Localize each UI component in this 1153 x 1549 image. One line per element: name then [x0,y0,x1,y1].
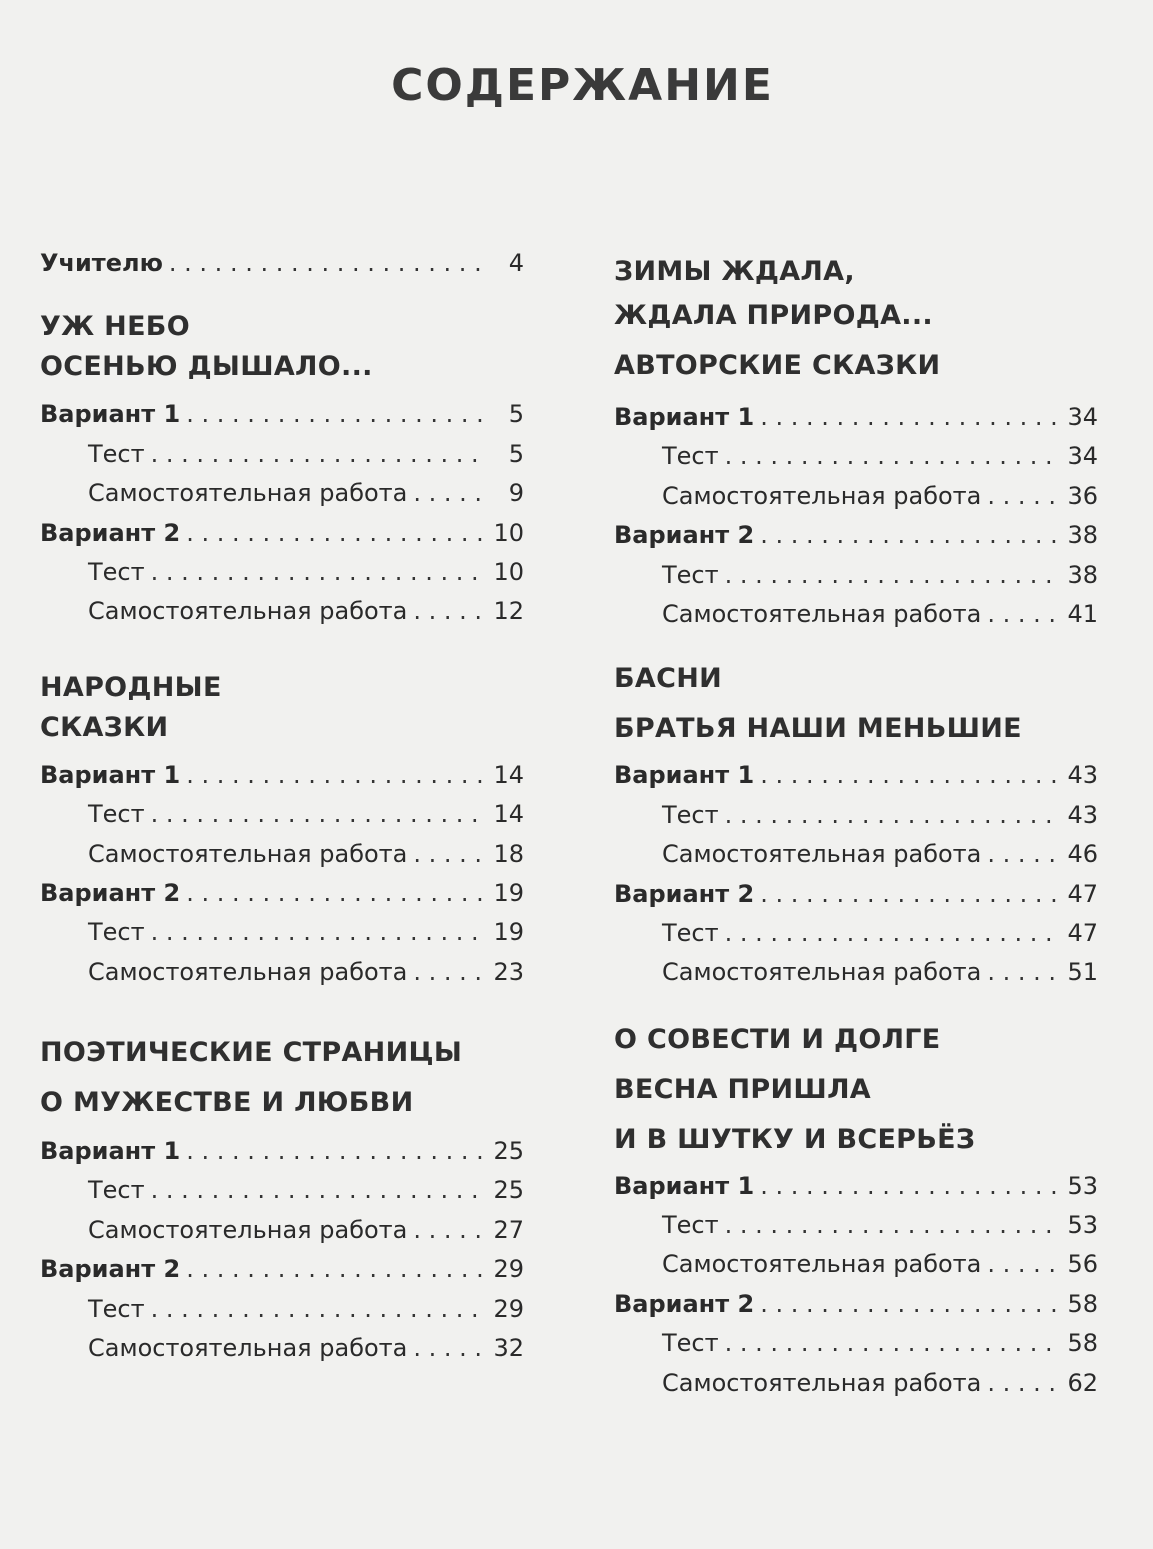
section-heading-line: АВТОРСКИЕ СКАЗКИ [614,350,941,381]
section-heading [614,1015,1098,1165]
toc-entry-page: 51 [1067,958,1098,987]
toc-entry-variant[interactable] [614,1285,1098,1324]
dot-leader [760,875,1056,914]
toc-entry-test[interactable] [40,795,524,834]
dot-leader [186,874,482,913]
toc-entry-page: 34 [1067,442,1098,471]
toc-entry-test[interactable] [614,1206,1098,1245]
toc-entry-page: 56 [1067,1250,1098,1279]
toc-entry-label: Тест [88,1176,145,1205]
dot-leader [151,553,482,592]
toc-right-column [614,250,1098,1403]
toc-entry-test[interactable] [614,556,1098,595]
dot-leader [151,1290,482,1329]
toc-entry-variant[interactable] [614,875,1098,914]
toc-entry-label: Самостоятельная работа [88,957,408,986]
toc-entry-variant[interactable] [40,1132,524,1171]
toc-entry-label: Вариант 1 [40,1137,181,1166]
toc-entry-label: Вариант 2 [40,518,181,547]
toc-entry-label: Самостоятельная работа [88,479,408,508]
dot-leader [151,913,482,952]
dot-leader [987,953,1056,992]
toc-entry-label: Самостоятельная работа [662,481,982,510]
toc-entry-variant[interactable] [614,398,1098,437]
toc-entry-independent-work[interactable] [614,835,1098,874]
toc-left-column [40,244,524,1368]
toc-entry-page: 53 [1067,1171,1098,1200]
toc-entry-page: 58 [1067,1289,1098,1318]
toc-entry-label: Тест [662,442,719,471]
toc-entry-independent-work[interactable] [40,592,524,631]
section-heading-line: УЖ НЕБО [40,311,190,343]
toc-entry-label: Самостоятельная работа [662,599,982,628]
toc-entry-independent-work[interactable] [614,953,1098,992]
toc-entry-label: Тест [662,1211,719,1240]
toc-entry-label: Тест [662,560,719,589]
section-heading [40,668,524,748]
toc-entry-page: 25 [493,1176,524,1205]
toc-entry-page: 46 [1067,840,1098,869]
dot-leader [413,474,482,513]
dot-leader [725,437,1056,476]
toc-entry-label: Самостоятельная работа [662,1250,982,1279]
toc-entry-page: 47 [1067,879,1098,908]
toc-entry-test[interactable] [614,796,1098,835]
dot-leader [725,556,1056,595]
toc-entry-independent-work[interactable] [40,835,524,874]
toc-entry-page: 19 [493,918,524,947]
toc-entry-label: Самостоятельная работа [88,1215,408,1244]
toc-entry-page: 27 [493,1215,524,1244]
dot-leader [725,914,1056,953]
dot-leader [987,595,1056,634]
dot-leader [413,1329,482,1368]
dot-leader [186,1250,482,1289]
dot-leader [413,953,482,992]
toc-entry-test[interactable] [40,913,524,952]
toc-entry-page: 38 [1067,521,1098,550]
section-heading [614,250,1098,394]
toc-entry-variant[interactable] [614,756,1098,795]
toc-entry-label: Вариант 2 [614,879,755,908]
dot-leader [760,1285,1056,1324]
section-heading-line: ОСЕНЬЮ ДЫШАЛО... [40,351,373,383]
section-heading [40,307,524,387]
toc-entry-label: Тест [88,800,145,829]
toc-entry-variant[interactable] [40,1250,524,1289]
toc-entry-label: Тест [662,918,719,947]
toc-entry-variant[interactable] [614,1167,1098,1206]
dot-leader [186,1132,482,1171]
toc-entry-label: Вариант 1 [40,400,181,429]
section-heading [614,654,1098,754]
toc-entry-label: Самостоятельная работа [662,1368,982,1397]
toc-entry-label: Вариант 1 [40,760,181,789]
toc-entry-test[interactable] [40,1290,524,1329]
toc-entry-variant[interactable] [614,516,1098,555]
toc-entry-variant[interactable] [40,874,524,913]
section-heading-line: ЗИМЫ ЖДАЛА, [614,256,855,287]
toc-entry-label: Самостоятельная работа [88,1334,408,1363]
dot-leader [987,1364,1056,1403]
toc-entry-label: Учителю [40,249,163,277]
toc-entry-page: 5 [508,439,524,468]
toc-entry-page: 36 [1067,481,1098,510]
toc-entry-page: 62 [1067,1368,1098,1397]
toc-entry-teacher[interactable] [40,244,524,283]
dot-leader [413,1211,482,1250]
dot-leader [413,592,482,631]
toc-entry-label: Тест [88,557,145,586]
dot-leader [760,398,1056,437]
section-heading-line: ПОЭТИЧЕСКИЕ СТРАНИЦЫ [40,1037,463,1069]
toc-entry-independent-work[interactable] [40,474,524,513]
toc-entry-label: Тест [88,1294,145,1323]
toc-entry-test[interactable] [614,437,1098,476]
dot-leader [413,835,482,874]
toc-entry-test[interactable] [40,435,524,474]
toc-entry-variant[interactable] [40,514,524,553]
toc-entry-label: Вариант 1 [614,403,755,431]
section-heading-line: НАРОДНЫЕ [40,671,222,703]
toc-entry-page: 43 [1067,800,1098,829]
toc-entry-page: 32 [493,1334,524,1363]
toc-entry-variant[interactable] [40,395,524,434]
dot-leader [725,1324,1056,1363]
dot-leader [186,395,482,434]
toc-entry-page: 47 [1067,918,1098,947]
section-heading-line: ВЕСНА ПРИШЛА [614,1073,871,1105]
toc-entry-label: Вариант 1 [614,1171,755,1200]
toc-entry-page: 29 [493,1255,524,1284]
toc-entry-test[interactable] [40,553,524,592]
toc-entry-label: Вариант 2 [614,1289,755,1318]
toc-entry-page: 53 [1067,1211,1098,1240]
toc-entry-label: Самостоятельная работа [88,839,408,868]
section-heading-line: СКАЗКИ [40,711,169,743]
toc-entry-page: 34 [1067,403,1098,431]
toc-entry-independent-work[interactable] [40,1329,524,1368]
dot-leader [151,435,482,474]
toc-entry-page: 14 [493,800,524,829]
toc-entry-test[interactable] [614,1324,1098,1363]
dot-leader [169,244,482,283]
toc-entry-test[interactable] [614,914,1098,953]
section-heading-line: О МУЖЕСТВЕ И ЛЮБВИ [40,1087,414,1119]
toc-entry-page: 10 [493,557,524,586]
toc-entry-label: Вариант 2 [40,878,181,907]
toc-entry-test[interactable] [40,1171,524,1210]
dot-leader [760,1167,1056,1206]
toc-entry-independent-work[interactable] [614,595,1098,634]
dot-leader [151,795,482,834]
toc-entry-independent-work[interactable] [614,1364,1098,1403]
section-heading [40,1028,524,1128]
toc-entry-page: 23 [493,957,524,986]
toc-entry-page: 25 [493,1137,524,1166]
dot-leader [987,477,1056,516]
dot-leader [725,796,1056,835]
dot-leader [987,835,1056,874]
toc-entry-page: 4 [508,249,524,277]
toc-entry-page: 19 [493,878,524,907]
toc-entry-page: 29 [493,1294,524,1323]
dot-leader [725,1206,1056,1245]
page-title: СОДЕРЖАНИЕ [391,60,774,111]
toc-entry-independent-work[interactable] [40,953,524,992]
toc-entry-label: Самостоятельная работа [662,840,982,869]
toc-entry-label: Тест [88,439,145,468]
dot-leader [760,516,1056,555]
toc-entry-label: Самостоятельная работа [88,597,408,626]
toc-entry-label: Тест [88,918,145,947]
toc-entry-label: Вариант 2 [614,521,755,550]
toc-entry-page: 43 [1067,761,1098,790]
dot-leader [760,756,1056,795]
toc-entry-page: 9 [508,479,524,508]
toc-entry-page: 10 [493,518,524,547]
toc-entry-page: 41 [1067,599,1098,628]
section-heading-line: БАСНИ [614,663,722,695]
toc-entry-label: Тест [662,800,719,829]
dot-leader [186,756,482,795]
toc-entry-label: Вариант 2 [40,1255,181,1284]
toc-entry-page: 58 [1067,1329,1098,1358]
toc-entry-independent-work[interactable] [614,1245,1098,1284]
dot-leader [987,1245,1056,1284]
dot-leader [186,514,482,553]
toc-entry-independent-work[interactable] [614,477,1098,516]
toc-entry-page: 5 [508,400,524,429]
toc-entry-label: Тест [662,1329,719,1358]
section-heading-line: И В ШУТКУ И ВСЕРЬЁЗ [614,1123,976,1155]
dot-leader [151,1171,482,1210]
toc-entry-independent-work[interactable] [40,1211,524,1250]
toc-entry-page: 38 [1067,560,1098,589]
toc-entry-label: Самостоятельная работа [662,958,982,987]
section-heading-line: О СОВЕСТИ И ДОЛГЕ [614,1023,941,1055]
toc-entry-label: Вариант 1 [614,761,755,790]
section-heading-line: ЖДАЛА ПРИРОДА... [614,300,933,331]
section-heading-line: БРАТЬЯ НАШИ МЕНЬШИЕ [614,713,1022,745]
toc-entry-page: 14 [493,760,524,789]
toc-entry-page: 12 [493,597,524,626]
toc-entry-variant[interactable] [40,756,524,795]
toc-entry-page: 18 [493,839,524,868]
